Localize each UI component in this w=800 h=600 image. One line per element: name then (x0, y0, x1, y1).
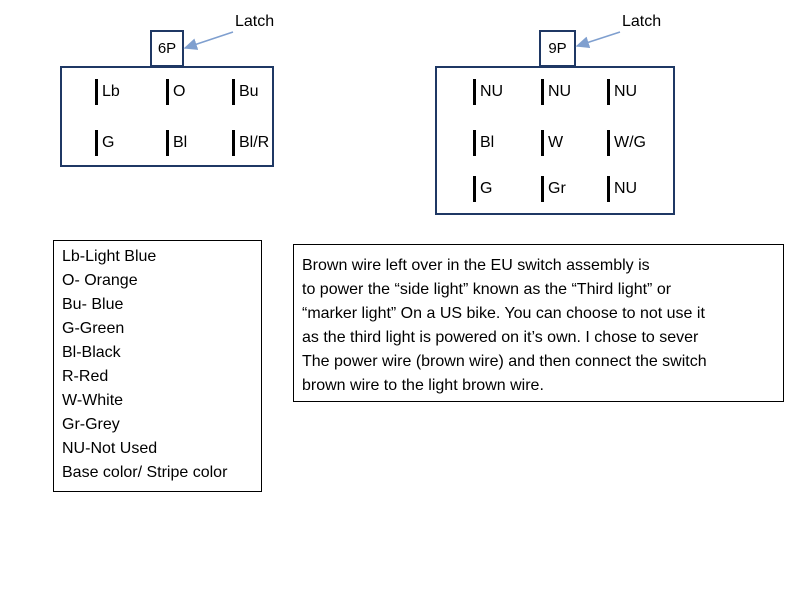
legend-item: O- Orange (62, 272, 138, 289)
note-line: “marker light” On a US bike. You can choose to not use it (302, 305, 705, 322)
legend-item: Bl-Black (62, 344, 121, 361)
connector-9p-latch-label: Latch (622, 13, 662, 30)
pin-label: G (102, 134, 115, 151)
pin-label: Bu (239, 83, 259, 100)
latch-arrow-9p (577, 32, 620, 46)
latch-arrow-6p (185, 32, 233, 48)
connector-9p-tab-label: 9P (548, 40, 567, 57)
legend-item: Lb-Light Blue (62, 248, 157, 265)
legend-item: W-White (62, 392, 124, 409)
note-line: Brown wire left over in the EU switch assembly is (302, 257, 650, 274)
pin-label: Bl/R (239, 134, 270, 151)
pin-label: O (173, 83, 186, 100)
connector-6p-tab-label: 6P (157, 40, 177, 57)
pin-label: G (480, 180, 493, 197)
note-line: to power the “side light” known as the “Third light” or (302, 281, 672, 298)
pin-label: W (548, 134, 564, 151)
pin-label: Lb (102, 83, 120, 100)
pin-label: W/G (614, 134, 646, 151)
legend-item: Base color/ Stripe color (62, 464, 228, 481)
connector-6p-latch-label: Latch (235, 13, 275, 30)
note-line: brown wire to the light brown wire. (302, 377, 544, 394)
color-legend (53, 240, 262, 492)
legend-item: Gr-Grey (62, 416, 120, 433)
pin-label: Bl (173, 134, 188, 151)
legend-item: R-Red (62, 368, 109, 385)
pin-label: Gr (548, 180, 566, 197)
note-line: as the third light is powered on it’s own. I chose to sever (302, 329, 699, 346)
pin-label: Bl (480, 134, 495, 151)
legend-item: Bu- Blue (62, 296, 124, 313)
legend-item: G-Green (62, 320, 125, 337)
pin-label: NU (548, 83, 572, 100)
legend-item: NU-Not Used (62, 440, 158, 457)
pin-label: NU (614, 83, 638, 100)
brown-wire-note (293, 244, 784, 402)
pin-label: NU (480, 83, 504, 100)
note-line: The power wire (brown wire) and then connect the switch (302, 353, 707, 370)
pin-label: NU (614, 180, 638, 197)
